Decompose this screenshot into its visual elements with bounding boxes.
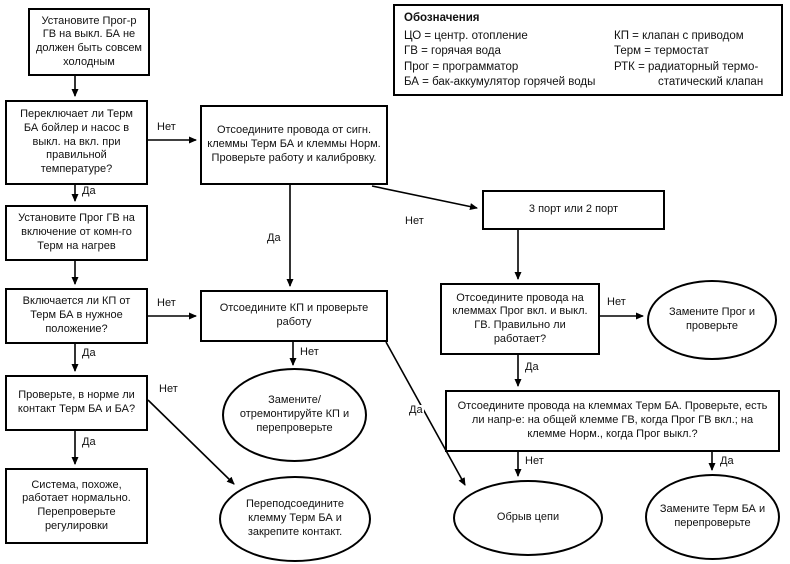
edge-label-no: Нет [159, 383, 178, 395]
node-question-contact: Проверьте, в норме ли контакт Терм БА и БА? [5, 375, 148, 431]
node-question-term-ba-switch: Переключает ли Терм БА бойлер и насос в выкл. на вкл. при правильной температуре? [5, 100, 148, 185]
edge-label-no: Нет [525, 455, 544, 467]
legend-item: ЦО = центр. отопление [404, 29, 528, 42]
edge-label-yes: Да [720, 455, 734, 467]
edge-label-yes: Да [82, 347, 96, 359]
node-system-ok: Система, похоже, работает нормально. Перепроверьте регулировки [5, 468, 148, 544]
node-question-kp-position: Включается ли КП от Терм БА в нужное положение? [5, 288, 148, 344]
legend-item: КП = клапан с приводом [614, 29, 744, 42]
legend-item: БА = бак-аккумулятор горячей воды [404, 76, 596, 89]
legend-item: Терм = термостат [614, 45, 709, 58]
legend-title: Обозначения [404, 12, 480, 24]
legend-item: ГВ = горячая вода [404, 45, 501, 58]
node-disconnect-kp: Отсоедините КП и проверьте работу [200, 290, 388, 342]
edge-label-no: Нет [607, 296, 626, 308]
edge-label-yes: Да [409, 404, 423, 416]
legend-box [393, 4, 783, 96]
legend-item: РТК = радиаторный термо- [614, 60, 759, 73]
edge-label-yes: Да [82, 436, 96, 448]
edge-label-no: Нет [157, 121, 176, 133]
edge-label-yes: Да [82, 185, 96, 197]
edge-label-no: Нет [405, 215, 424, 227]
node-disconnect-prog-wires: Отсоедините провода на клеммах Прог вкл. и выкл. ГВ. Правильно ли работает? [440, 283, 600, 355]
node-3-port-or-2-port: 3 порт или 2 порт [482, 190, 665, 230]
node-replace-repair-kp: Замените/ отремонтируйте КП и перепроверьте [222, 368, 367, 462]
node-set-prog-gv-on: Установите Прог ГВ на включение от комн-го Терм на нагрев [5, 205, 148, 261]
legend-column-left [404, 29, 614, 91]
legend-item: статический клапан [658, 76, 764, 89]
node-replace-term-ba: Замените Терм БА и перепроверьте [645, 474, 780, 560]
edge-label-yes: Да [525, 361, 539, 373]
node-open-circuit: Обрыв цепи [453, 480, 603, 556]
node-replace-prog: Замените Прог и проверьте [647, 280, 777, 360]
node-reconnect-term-ba-terminal: Переподсоедините клемму Терм БА и закрепите контакт. [219, 476, 371, 562]
edge-label-no: Нет [300, 346, 319, 358]
node-set-prog-gv-off: Установите Прог-р ГВ на выкл. БА не должен быть совсем холодным [28, 8, 150, 76]
legend-column-right [614, 29, 772, 91]
legend-item: Прог = программатор [404, 60, 519, 73]
edge-label-yes: Да [267, 232, 281, 244]
edge-label-no: Нет [157, 297, 176, 309]
node-disconnect-signal-wires: Отсоедините провода от сигн. клеммы Терм БА и клеммы Норм. Проверьте работу и калибровку. [200, 105, 388, 185]
node-disconnect-term-ba-wires: Отсоедините провода на клеммах Терм БА. Проверьте, есть ли напр-е: на общей клемме ГВ, когда Прог ГВ вкл.; на клемме Норм., когда Прог выкл.? [445, 390, 780, 452]
